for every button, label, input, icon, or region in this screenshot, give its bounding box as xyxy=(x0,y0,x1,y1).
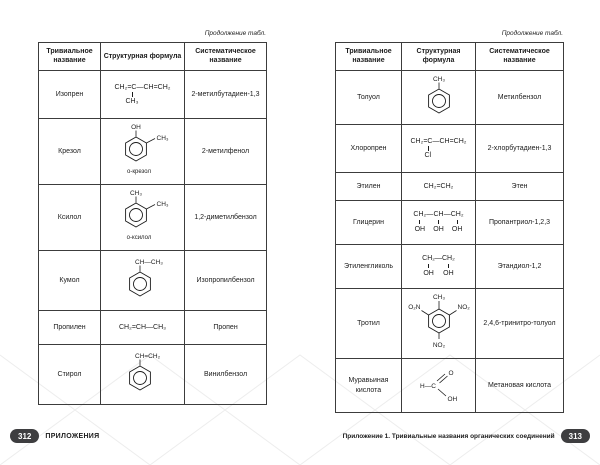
structural-formula-cell xyxy=(101,118,185,184)
formula-atom: H—C xyxy=(419,383,436,391)
substituent-label: CH₃ xyxy=(432,75,445,83)
formula-atom: O xyxy=(448,370,454,378)
benzene-ring-circle xyxy=(129,208,142,221)
right-page-column xyxy=(335,30,563,413)
carbon-unit xyxy=(433,210,444,234)
isoprene-formula xyxy=(115,83,171,106)
styrene-structure xyxy=(110,350,176,396)
structural-formula-cell xyxy=(402,200,476,244)
column-header-systematic: Систематическое название xyxy=(185,43,267,71)
substituent-label: O₂N xyxy=(407,303,420,311)
structural-formula-cell xyxy=(402,172,476,200)
trivial-name: Ксилол xyxy=(39,184,101,250)
carbon-unit xyxy=(442,254,455,278)
systematic-name: Винилбензол xyxy=(185,345,267,405)
double-bond-line xyxy=(439,376,447,383)
cumene-structure xyxy=(110,256,176,302)
benzene-ring-circle xyxy=(133,372,146,385)
benzene-ring xyxy=(125,203,146,227)
substituent-label: NO₂ xyxy=(457,303,470,311)
column-header-formula: Структурная формула xyxy=(402,43,476,71)
bond-line xyxy=(146,204,155,209)
substituent-label: OH xyxy=(130,123,141,131)
footer-right xyxy=(343,429,590,443)
substituent-label: CH—CH₃ xyxy=(134,259,163,267)
chloroprene-formula xyxy=(411,137,467,160)
formula-caption: о-крезол xyxy=(126,168,151,175)
systematic-name: Пропантриол-1,2,3 xyxy=(476,200,564,244)
substituent-label: NO₂ xyxy=(432,341,445,349)
structural-formula-cell xyxy=(402,244,476,288)
structural-formula-cell xyxy=(101,184,185,250)
formula-atom: OH xyxy=(451,226,463,234)
bond-line xyxy=(448,264,449,268)
table-continuation-note: Продолжение табл. xyxy=(204,30,266,37)
formula-atom: CH xyxy=(433,211,444,219)
structural-formula-cell xyxy=(101,345,185,405)
table-row xyxy=(336,200,564,244)
carbon-unit xyxy=(451,210,464,234)
trivial-name: Муравьиная кислота xyxy=(336,359,402,413)
table-row xyxy=(39,184,267,250)
trivial-name: Крезол xyxy=(39,118,101,184)
systematic-name: 1,2-диметилбензол xyxy=(185,184,267,250)
structural-formula-cell xyxy=(402,70,476,124)
bond-line xyxy=(449,310,456,315)
trivial-name: Хлоропрен xyxy=(336,124,402,172)
systematic-name: 2-метилфенол xyxy=(185,118,267,184)
carbon-unit xyxy=(413,210,426,234)
bond-line xyxy=(428,264,429,268)
structural-formula-cell xyxy=(101,70,185,118)
benzene-ring xyxy=(428,89,449,113)
bond-line xyxy=(438,389,446,396)
table-row xyxy=(336,359,564,413)
structural-formula-cell xyxy=(402,359,476,413)
substituent-label: CH₃ xyxy=(129,189,142,197)
left-page-column xyxy=(38,30,266,405)
cresol-structure xyxy=(108,121,178,179)
benzene-ring-circle xyxy=(432,94,445,107)
formula-atom: CH₂ xyxy=(422,255,435,263)
page-number-badge: 313 xyxy=(561,429,590,443)
systematic-name: Изопропилбензол xyxy=(185,251,267,311)
substituent-label: CH₃ xyxy=(156,134,169,142)
xylene-structure xyxy=(108,187,178,245)
benzene-ring-circle xyxy=(133,278,146,291)
column-header-trivial: Тривиальное название xyxy=(336,43,402,71)
formula-chain: CH₂=C—CH=CH₂ xyxy=(114,83,171,91)
systematic-name: Этен xyxy=(476,172,564,200)
benzene-ring-circle xyxy=(129,142,142,155)
table-row xyxy=(39,345,267,405)
glycerin-formula xyxy=(413,210,463,234)
formula-atom: OH xyxy=(447,396,457,404)
right-compounds-table xyxy=(335,42,564,413)
bond-line xyxy=(421,310,428,315)
trivial-name: Тротил xyxy=(336,288,402,358)
ethylene-formula: CH₂=CH₂ xyxy=(423,182,454,190)
formula-atom: CH₂ xyxy=(450,211,464,219)
column-header-formula: Структурная формула xyxy=(101,43,185,71)
toluene-structure xyxy=(409,73,469,119)
column-header-trivial: Тривиальное название xyxy=(39,43,101,71)
benzene-ring xyxy=(428,309,449,333)
bond-line xyxy=(419,220,420,224)
header-row xyxy=(39,43,267,71)
trivial-name: Стирол xyxy=(39,345,101,405)
formula-branch: Cl xyxy=(424,151,432,159)
structural-formula-cell xyxy=(402,288,476,358)
table-row xyxy=(336,70,564,124)
trivial-name: Глицерин xyxy=(336,200,402,244)
page-number-badge: 312 xyxy=(10,429,39,443)
column-header-systematic: Систематическое название xyxy=(476,43,564,71)
tnt-structure xyxy=(403,291,475,353)
structural-formula-cell xyxy=(101,251,185,311)
formula-caption: о-ксилол xyxy=(126,234,151,241)
formula-atom: CH₂ xyxy=(442,255,455,263)
systematic-name: 2,4,6-тринитро-толуол xyxy=(476,288,564,358)
table-row xyxy=(336,172,564,200)
benzene-ring-circle xyxy=(432,314,445,327)
systematic-name: Метилбензол xyxy=(476,70,564,124)
bond-line xyxy=(146,138,155,143)
benzene-ring xyxy=(129,366,150,390)
bond-line xyxy=(438,220,439,224)
bond-dash: — xyxy=(443,211,451,219)
formula-atom: CH₂ xyxy=(413,211,427,219)
bond-dash: — xyxy=(435,255,442,263)
trivial-name: Толуол xyxy=(336,70,402,124)
formula-atom: OH xyxy=(443,270,454,278)
systematic-name: 2-хлорбутадиен-1,3 xyxy=(476,124,564,172)
table-row xyxy=(39,118,267,184)
formula-atom: OH xyxy=(414,226,426,234)
header-row xyxy=(336,43,564,71)
formula-atom: OH xyxy=(423,270,434,278)
bond-dash: — xyxy=(426,211,434,219)
substituent-label: CH₃ xyxy=(156,200,169,208)
systematic-name: 2-метилбутадиен-1,3 xyxy=(185,70,267,118)
glycol-formula xyxy=(422,254,455,278)
formula-atom: OH xyxy=(433,226,444,234)
table-row xyxy=(39,311,267,345)
table-row xyxy=(336,124,564,172)
trivial-name: Этиленгликоль xyxy=(336,244,402,288)
formic-acid-structure xyxy=(415,365,463,403)
formula-branch: CH₃ xyxy=(125,97,139,105)
benzene-ring xyxy=(129,272,150,296)
systematic-name: Пропен xyxy=(185,311,267,345)
substituent-label: CH=CH₂ xyxy=(134,353,160,361)
appendix-title: Приложение 1. Тривиальные названия органических соединений xyxy=(342,432,555,440)
section-label: ПРИЛОЖЕНИЯ xyxy=(45,432,100,440)
double-bond-line xyxy=(437,374,445,381)
page-footer xyxy=(10,429,590,443)
carbon-unit xyxy=(422,254,435,278)
trivial-name: Пропилен xyxy=(39,311,101,345)
substituent-label: CH₃ xyxy=(432,293,445,301)
systematic-name: Метановая кислота xyxy=(476,359,564,413)
structural-formula-cell xyxy=(101,311,185,345)
systematic-name: Этандиол-1,2 xyxy=(476,244,564,288)
bond-line xyxy=(457,220,458,224)
table-continuation-note: Продолжение табл. xyxy=(501,30,563,37)
trivial-name: Изопрен xyxy=(39,70,101,118)
left-compounds-table xyxy=(38,42,267,405)
table-row xyxy=(39,70,267,118)
propylene-formula: CH₂=CH—CH₃ xyxy=(119,324,166,332)
footer-left xyxy=(10,429,99,443)
table-row xyxy=(336,288,564,358)
table-row xyxy=(39,251,267,311)
trivial-name: Кумол xyxy=(39,251,101,311)
structural-formula-cell xyxy=(402,124,476,172)
table-row xyxy=(336,244,564,288)
formula-chain: CH₂=C—CH=CH₂ xyxy=(410,137,467,145)
benzene-ring xyxy=(125,137,146,161)
trivial-name: Этилен xyxy=(336,172,402,200)
